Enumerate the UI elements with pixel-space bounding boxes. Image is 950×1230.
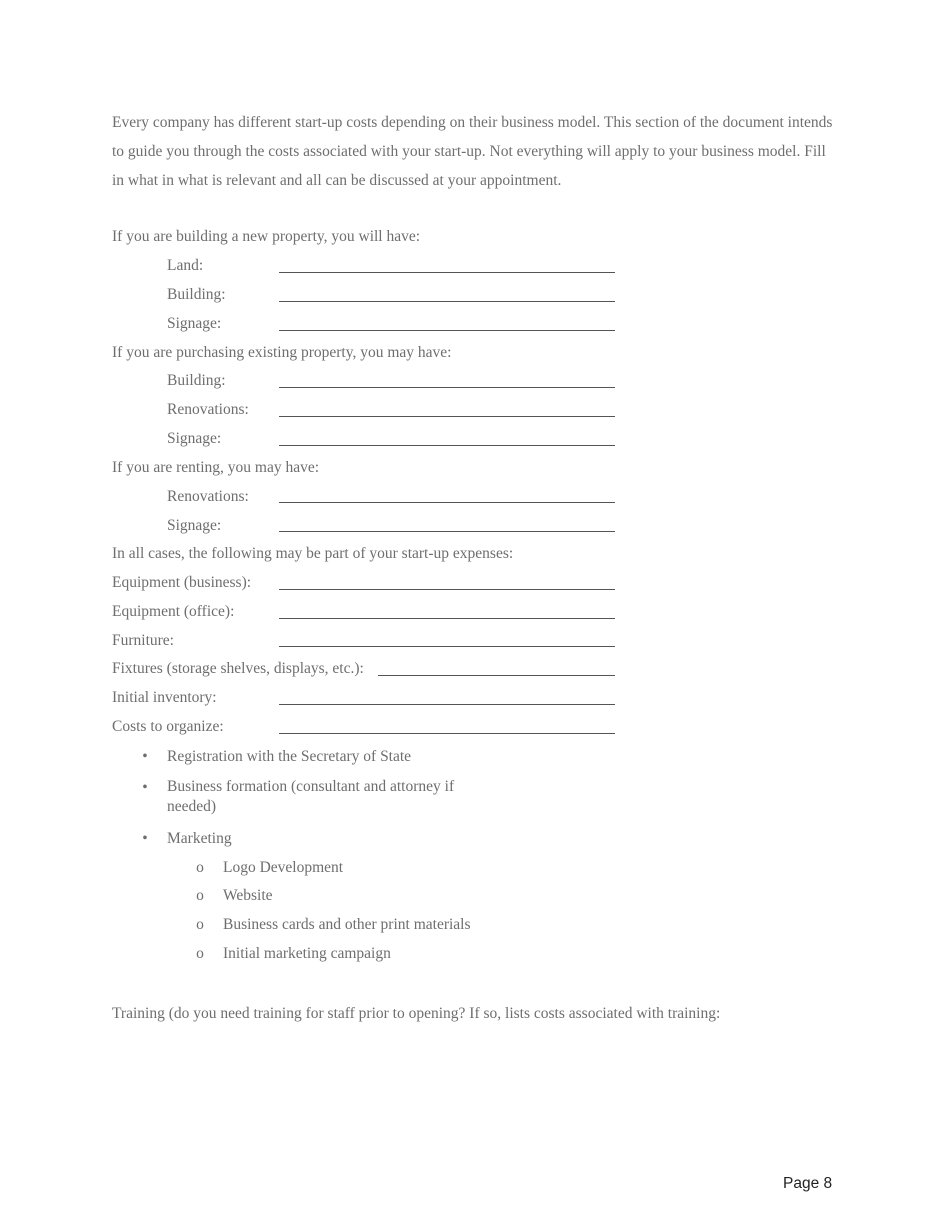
bullet-icon: • — [142, 748, 148, 765]
field-line-signage[interactable] — [279, 531, 615, 532]
field-label-fixtures: Fixtures (storage shelves, displays, etc.): — [112, 660, 364, 677]
sub-bullet-icon: o — [196, 945, 204, 962]
field-label-land: Land: — [167, 257, 204, 274]
field-label-renovations: Renovations: — [167, 488, 249, 505]
renting-heading: If you are renting, you may have: — [112, 459, 320, 476]
page-number: Page 8 — [783, 1175, 833, 1192]
field-line-fixtures[interactable] — [378, 675, 615, 676]
field-label-costs-to-organize: Costs to organize: — [112, 718, 224, 735]
field-line-signage[interactable] — [279, 445, 615, 446]
field-line-renovations[interactable] — [279, 416, 615, 417]
intro-paragraph: Every company has different start-up costs depending on their business model. This section of the document intends to guide you through the costs associated with your start-up. Not everything will apply to your business model. Fill in what in what is relevant and all can be discussed at your appointment. — [112, 114, 833, 189]
field-line-signage[interactable] — [279, 330, 615, 331]
bullet-icon: • — [142, 830, 148, 847]
field-label-equipment-business: Equipment (business): — [112, 574, 252, 591]
sub-item-logo-development: Logo Development — [223, 859, 344, 876]
field-line-land[interactable] — [279, 272, 615, 273]
field-label-building: Building: — [167, 286, 226, 303]
sub-item-website: Website — [223, 887, 273, 904]
field-line-initial-inventory[interactable] — [279, 704, 615, 705]
sub-bullet-icon: o — [196, 859, 204, 876]
sub-item-business-cards: Business cards and other print materials — [223, 916, 471, 933]
field-line-costs-to-organize[interactable] — [279, 733, 615, 734]
bullet-icon: • — [142, 779, 148, 796]
bullet-item-marketing: Marketing — [167, 830, 232, 847]
sub-bullet-icon: o — [196, 916, 204, 933]
field-label-signage: Signage: — [167, 430, 222, 447]
field-line-building[interactable] — [279, 301, 615, 302]
sub-item-marketing-campaign: Initial marketing campaign — [223, 945, 391, 962]
field-label-initial-inventory: Initial inventory: — [112, 689, 217, 706]
field-label-signage: Signage: — [167, 517, 222, 534]
field-line-equipment-business[interactable] — [279, 589, 615, 590]
all-cases-heading: In all cases, the following may be part of your start-up expenses: — [112, 545, 514, 562]
new-property-heading: If you are building a new property, you will have: — [112, 228, 421, 245]
field-line-building[interactable] — [279, 387, 615, 388]
field-label-signage: Signage: — [167, 315, 222, 332]
existing-property-heading: If you are purchasing existing property, you may have: — [112, 344, 452, 361]
field-label-equipment-office: Equipment (office): — [112, 603, 235, 620]
bullet-item-business-formation: Business formation (consultant and attorney if needed) — [167, 778, 455, 815]
field-label-building: Building: — [167, 372, 226, 389]
field-line-renovations[interactable] — [279, 502, 615, 503]
bullet-item-registration: Registration with the Secretary of State — [167, 748, 412, 765]
field-label-furniture: Furniture: — [112, 632, 174, 649]
field-line-furniture[interactable] — [279, 646, 615, 647]
sub-bullet-icon: o — [196, 887, 204, 904]
field-line-equipment-office[interactable] — [279, 618, 615, 619]
training-question: Training (do you need training for staff prior to opening? If so, lists costs associated with training: — [112, 1005, 721, 1022]
field-label-renovations: Renovations: — [167, 401, 249, 418]
